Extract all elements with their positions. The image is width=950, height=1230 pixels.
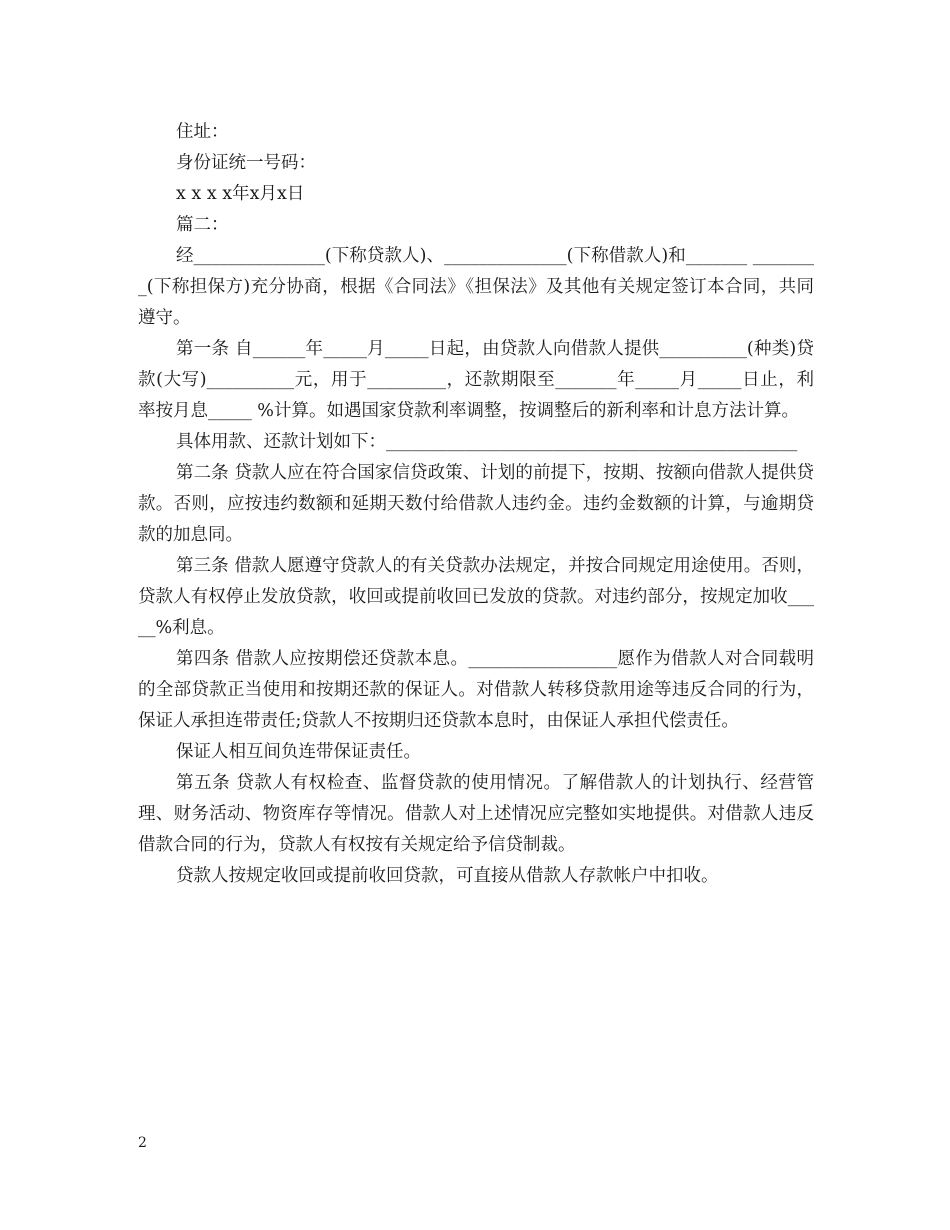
article-4-paragraph: 第四条 借款人应按期偿还贷款本息。_________________愿作为借款人对合同载明的全部贷款正当使用和按期还款的保证人。对借款人转移贷款用途等违反合同的行为，保证人承担连带责任;贷款人不按期归还贷款本息时，由保证人承担代偿责任。 bbox=[138, 649, 814, 731]
article-5-paragraph: 第五条 贷款人有权检查、监督贷款的使用情况。了解借款人的计划执行、经营管理、财务活动、物资库存等情况。借款人对上述情况应完整如实地提供。对借款人违反借款合同的行为，贷款人有权按有关规定给予信贷制裁。 bbox=[138, 773, 814, 855]
repayment-plan-paragraph: 具体用款、还款计划如下：_______________________________________________ bbox=[176, 432, 798, 452]
date-line: x x x x年x月x日 bbox=[176, 184, 305, 204]
deduction-paragraph: 贷款人按规定收回或提前收回贷款，可直接从借款人存款帐户中扣收。 bbox=[176, 866, 719, 886]
document-body bbox=[138, 117, 814, 892]
article-1-paragraph: 第一条 自______年_____月_____日起，由贷款人向借款人提供__________(种类)贷款(大写)__________元，用于_________，还款期限至_______年_____月_____日止，利率按月息_____ %计算。如遇国家贷款利率调整，按调整后的新利率和计息方法计算。 bbox=[138, 339, 814, 421]
page-number: 2 bbox=[138, 1135, 147, 1151]
article-3-paragraph: 第三条 借款人愿遵守贷款人的有关贷款办法规定，并按合同规定用途使用。否则，贷款人有权停止发放贷款，收回或提前收回已发放的贷款。对违约部分，按规定加收_____%利息。 bbox=[138, 556, 814, 638]
article-2-paragraph: 第二条 贷款人应在符合国家信贷政策、计划的前提下，按期、按额向借款人提供贷款。否则，应按违约数额和延期天数付给借款人违约金。违约金数额的计算，与逾期贷款的加息同。 bbox=[138, 463, 814, 545]
id-number-line: 身份证统一号码： bbox=[176, 153, 316, 173]
address-line: 住址： bbox=[176, 122, 229, 142]
section-heading: 篇二： bbox=[176, 215, 229, 235]
guarantor-liability-paragraph: 保证人相互间负连带保证责任。 bbox=[176, 742, 421, 762]
preamble-paragraph: 经_______________(下称贷款人)、______________(下称借款人)和_______ ________(下称担保方)充分协商，根据《合同法》《担保法》及其他有关规定签订本合同，共同遵守。 bbox=[138, 246, 814, 328]
